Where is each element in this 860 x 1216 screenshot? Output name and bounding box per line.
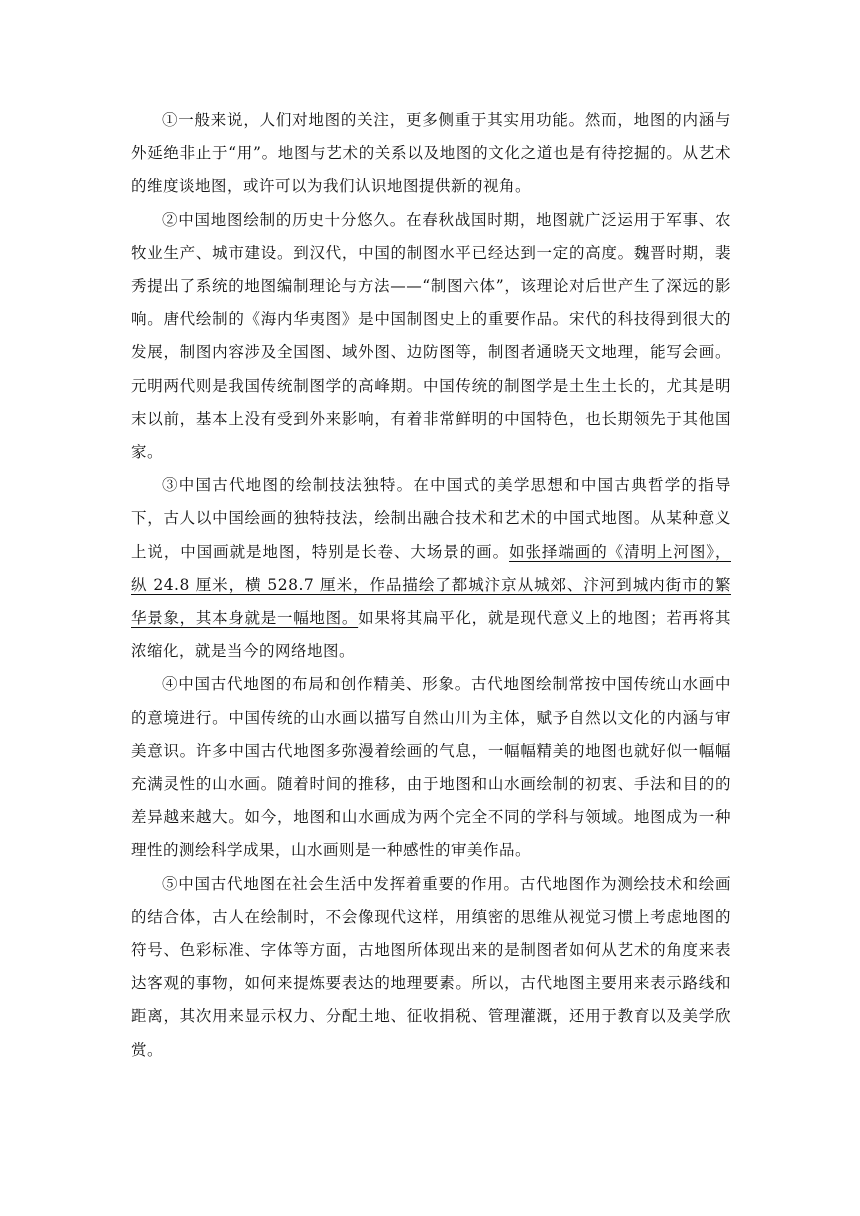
- paragraph-3-text-after: 如果将其扁平化，就是现代意义上的地图；若再将其浓缩化，就是当今的网络地图。: [131, 609, 731, 661]
- article-body: [131, 104, 731, 1067]
- paragraph-5: ⑤中国古代地图在社会生活中发挥着重要的作用。古代地图作为测绘技术和绘画的结合体，古人在绘制时，不会像现代这样，用缜密的思维从视觉习惯上考虑地图的符号、色彩标准、字体等方面，古地图所体现出来的是制图者如何从艺术的角度来表达客观的事物，如何来提炼要表达的地理要素。所以，古代地图主要用来表示路线和距离，其次用来显示权力、分配土地、征收捐税、管理灌溉，还用于教育以及美学欣赏。: [131, 874, 731, 1059]
- underlined-sentence: 如张择端画的《清明上河图》，纵 24.8 厘米，横 528.7 厘米，作品描绘了都城汴京从城郊、汴河到城内街市的繁华景象，其本身就是一幅地图。: [131, 542, 731, 628]
- paragraph-2: ②中国地图绘制的历史十分悠久。在春秋战国时期，地图就广泛运用于军事、农牧业生产、城市建设。到汉代，中国的制图水平已经达到一定的高度。魏晋时期，裴秀提出了系统的地图编制理论与方法——“制图六体”，该理论对后世产生了深远的影响。唐代绘制的《海内华夷图》是中国制图史上的重要作品。宋代的科技得到很大的发展，制图内容涉及全国图、域外图、边防图等，制图者通晓天文地理，能写会画。元明两代则是我国传统制图学的高峰期。中国传统的制图学是土生土长的，尤其是明末以前，基本上没有受到外来影响，有着非常鲜明的中国特色，也长期领先于其他国家。: [131, 210, 731, 462]
- paragraph-4: ④中国古代地图的布局和创作精美、形象。古代地图绘制常按中国传统山水画中的意境进行。中国传统的山水画以描写自然山川为主体，赋予自然以文化的内涵与审美意识。许多中国古代地图多弥漫着绘画的气息，一幅幅精美的地图也就好似一幅幅充满灵性的山水画。随着时间的推移，由于地图和山水画绘制的初衷、手法和目的的差异越来越大。如今，地图和山水画成为两个完全不同的学科与领域。地图成为一种理性的测绘科学成果，山水画则是一种感性的审美作品。: [131, 675, 731, 860]
- paragraph-3: [131, 469, 731, 668]
- paragraph-3-text-before: ③中国古代地图的绘制技法独特。在中国式的美学思想和中国古典哲学的指导下，古人以中国绘画的独特技法，绘制出融合技术和艺术的中国式地图。从某种意义上说，中国画就是地图，特别是长卷、大场景的画。: [131, 476, 731, 561]
- paragraph-1: ①一般来说，人们对地图的关注，更多侧重于其实用功能。然而，地图的内涵与外延绝非止于“用”。地图与艺术的关系以及地图的文化之道也是有待挖掘的。从艺术的维度谈地图，或许可以为我们认识地图提供新的视角。: [131, 111, 731, 196]
